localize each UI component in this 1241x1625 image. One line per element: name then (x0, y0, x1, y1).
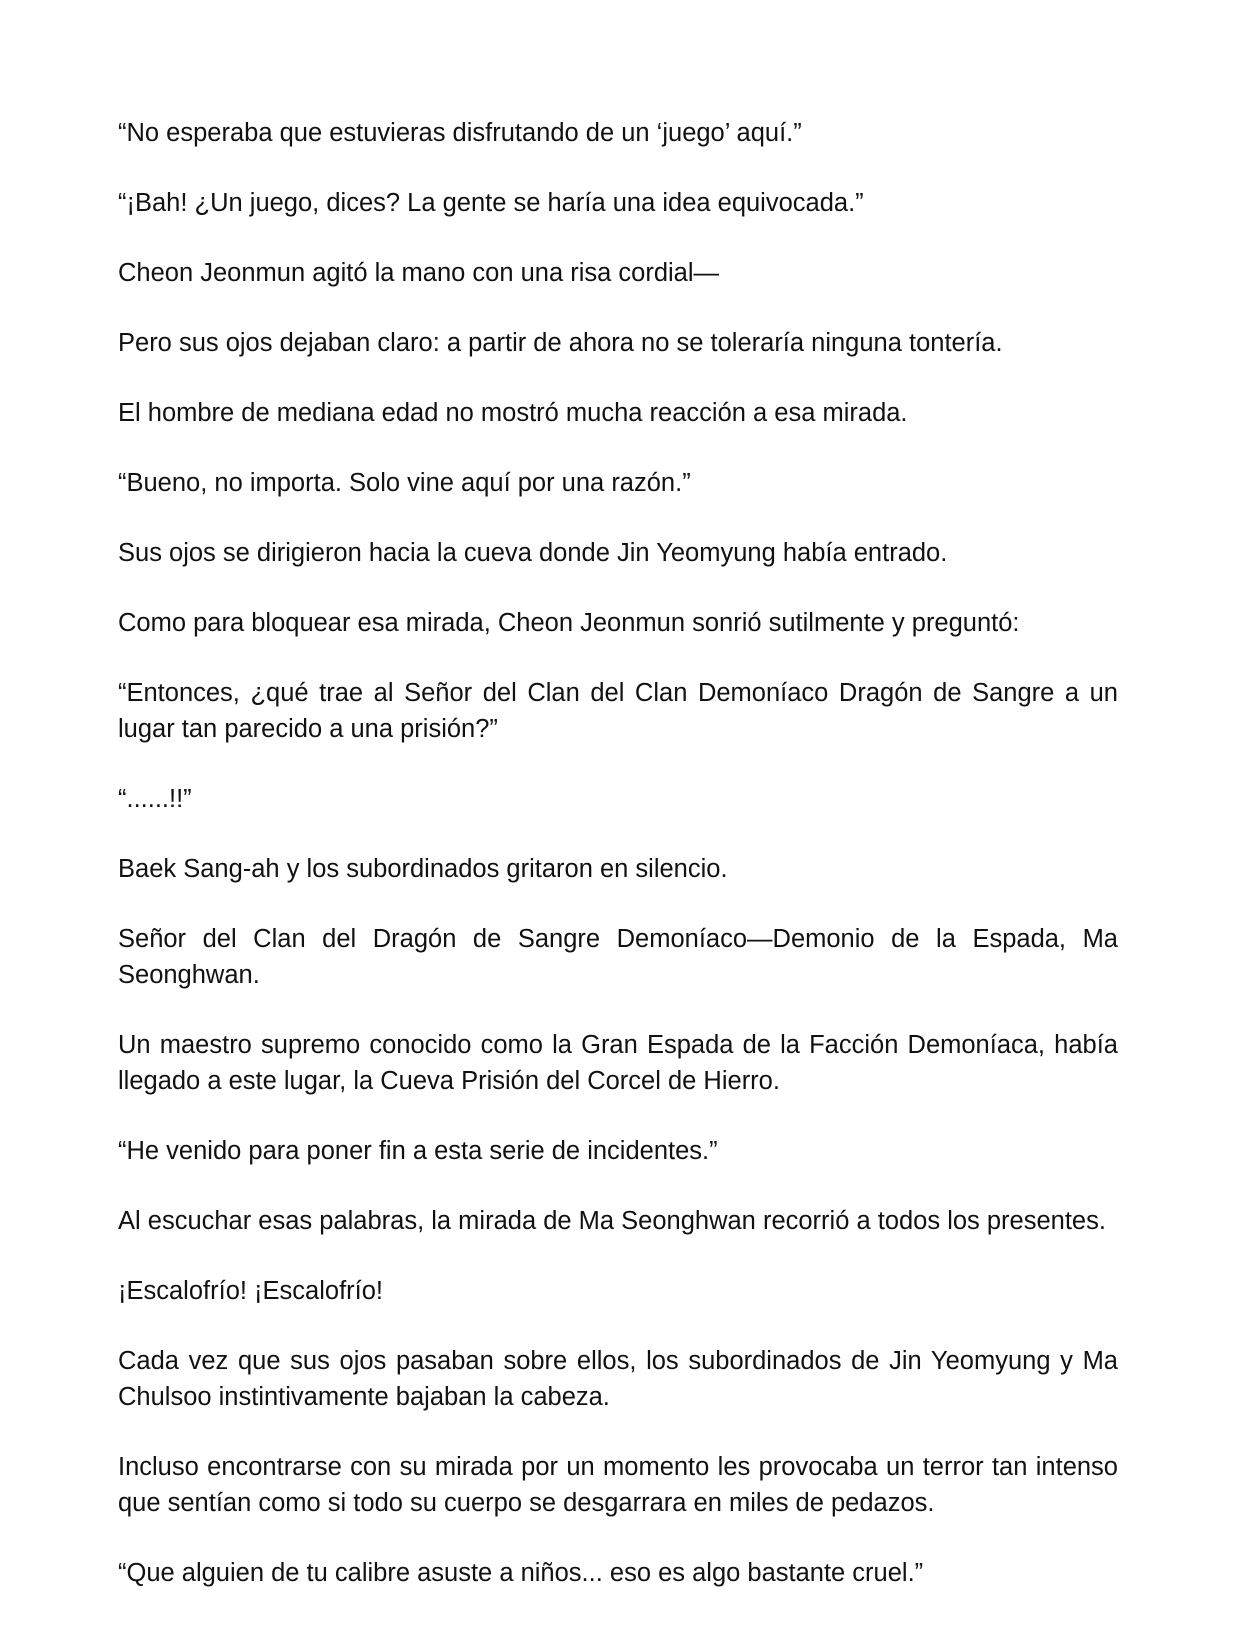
paragraph: Como para bloquear esa mirada, Cheon Jeonmun sonrió sutilmente y preguntó: (118, 609, 1020, 637)
paragraph: Incluso encontrarse con su mirada por un momento les provocaba un terror tan intenso que sentían como si todo su cuerpo se desgarrara en miles de pedazos. (118, 1453, 1118, 1517)
paragraph: “Bueno, no importa. Solo vine aquí por una razón.” (118, 469, 691, 497)
paragraph: “......!!” (118, 785, 192, 813)
paragraph: Pero sus ojos dejaban claro: a partir de ahora no se toleraría ninguna tontería. (118, 329, 1003, 357)
paragraph: ¡Escalofrío! ¡Escalofrío! (118, 1277, 383, 1305)
document-body (118, 115, 1118, 1625)
paragraph: “Entonces, ¿qué trae al Señor del Clan del Clan Demoníaco Dragón de Sangre a un lugar tan parecido a una prisión?” (118, 679, 1118, 743)
paragraph: El hombre de mediana edad no mostró mucha reacción a esa mirada. (118, 399, 908, 427)
paragraph: Al escuchar esas palabras, la mirada de Ma Seonghwan recorrió a todos los presentes. (118, 1207, 1106, 1235)
paragraph: Un maestro supremo conocido como la Gran Espada de la Facción Demoníaca, había llegado a este lugar, la Cueva Prisión del Corcel de Hierro. (118, 1031, 1118, 1095)
paragraph: Sus ojos se dirigieron hacia la cueva donde Jin Yeomyung había entrado. (118, 539, 948, 567)
paragraph: “¡Bah! ¿Un juego, dices? La gente se haría una idea equivocada.” (118, 189, 864, 217)
paragraph: “He venido para poner fin a esta serie de incidentes.” (118, 1137, 718, 1165)
paragraph: Cada vez que sus ojos pasaban sobre ellos, los subordinados de Jin Yeomyung y Ma Chulsoo instintivamente bajaban la cabeza. (118, 1347, 1118, 1411)
paragraph: “Que alguien de tu calibre asuste a niños... eso es algo bastante cruel.” (118, 1559, 924, 1587)
paragraph: Cheon Jeonmun agitó la mano con una risa cordial— (118, 259, 720, 287)
paragraph: Baek Sang-ah y los subordinados gritaron en silencio. (118, 855, 728, 883)
paragraph: “No esperaba que estuvieras disfrutando de un ‘juego’ aquí.” (118, 119, 802, 147)
paragraph: Señor del Clan del Dragón de Sangre Demoníaco—Demonio de la Espada, Ma Seonghwan. (118, 925, 1118, 989)
